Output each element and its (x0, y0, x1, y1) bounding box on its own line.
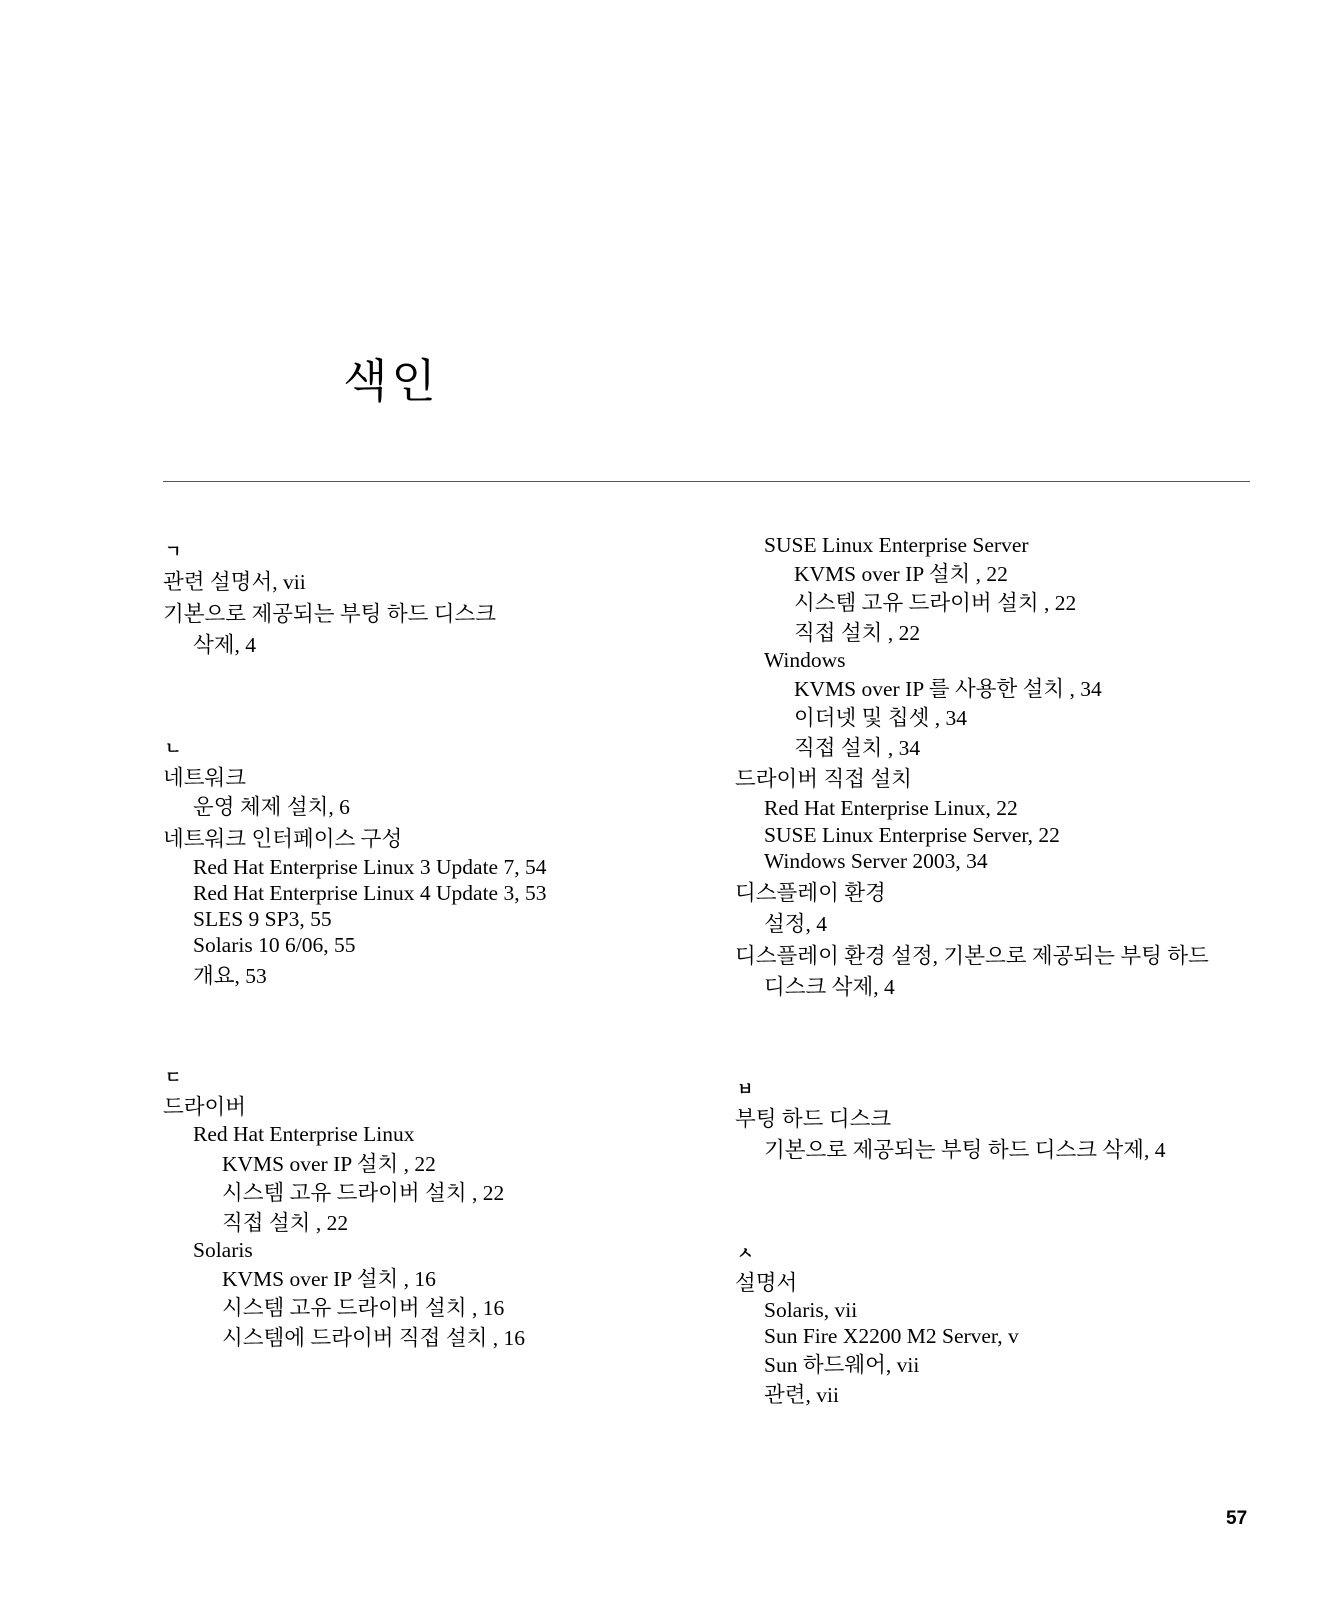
index-subsubentry: KVMS over IP 를 사용한 설치 , 34 (794, 677, 1102, 701)
index-subsubentry: 시스템에 드라이버 직접 설치 , 16 (222, 1326, 525, 1350)
section-heading-b: ㅂ (737, 1080, 754, 1100)
index-subsubentry: 시스템 고유 드라이버 설치 , 22 (222, 1181, 505, 1205)
index-entry: 관련 설명서, vii (163, 570, 306, 594)
index-entry: 설명서 (735, 1271, 798, 1295)
index-subentry: Red Hat Enterprise Linux 4 Update 3, 53 (193, 881, 547, 905)
section-heading-s: ㅅ (737, 1244, 754, 1264)
page-number: 57 (1226, 1508, 1248, 1529)
index-subentry: Solaris 10 6/06, 55 (193, 933, 356, 957)
index-subentry: Red Hat Enterprise Linux, 22 (764, 796, 1018, 820)
index-subentry: 운영 체제 설치, 6 (193, 795, 350, 819)
index-entry: 기본으로 제공되는 부팅 하드 디스크 (163, 602, 497, 626)
index-subsubentry: 직접 설치 , 22 (794, 621, 921, 645)
index-subentry: SUSE Linux Enterprise Server, 22 (764, 823, 1060, 847)
index-subentry: Windows (764, 648, 846, 672)
title-divider (163, 481, 1250, 482)
index-subsubentry: 시스템 고유 드라이버 설치 , 16 (222, 1296, 505, 1320)
index-subsubentry: 이더넷 및 칩셋 , 34 (794, 706, 967, 730)
index-subentry: 개요, 53 (193, 964, 267, 988)
index-subsubentry: 시스템 고유 드라이버 설치 , 22 (794, 591, 1077, 615)
index-subentry: 기본으로 제공되는 부팅 하드 디스크 삭제, 4 (764, 1138, 1166, 1162)
index-subentry: 관련, vii (764, 1383, 839, 1407)
page-title: 색인 (343, 356, 440, 407)
index-subsubentry: 직접 설치 , 22 (222, 1211, 349, 1235)
index-entry: 네트워크 인터페이스 구성 (163, 827, 403, 851)
index-subentry: SLES 9 SP3, 55 (193, 907, 332, 931)
index-subentry: Windows Server 2003, 34 (764, 849, 988, 873)
index-entry: 네트워크 (163, 766, 247, 790)
index-subsubentry: 직접 설치 , 34 (794, 736, 921, 760)
index-subentry: 설정, 4 (764, 912, 828, 936)
index-subentry: Red Hat Enterprise Linux 3 Update 7, 54 (193, 855, 547, 879)
index-subentry: Red Hat Enterprise Linux (193, 1122, 415, 1146)
section-heading-g: ㄱ (165, 542, 182, 562)
index-subentry: 삭제, 4 (193, 633, 257, 657)
index-subentry: Sun 하드웨어, vii (764, 1353, 920, 1377)
index-entry: 부팅 하드 디스크 (735, 1107, 892, 1131)
index-entry: 드라이버 직접 설치 (735, 767, 912, 791)
index-subentry: Solaris, vii (764, 1298, 858, 1322)
index-entry: 디스플레이 환경 (735, 881, 886, 905)
index-subsubentry: KVMS over IP 설치 , 22 (222, 1152, 436, 1176)
index-entry: 드라이버 (163, 1095, 247, 1119)
index-subsubentry: KVMS over IP 설치 , 22 (794, 562, 1008, 586)
index-subentry: SUSE Linux Enterprise Server (764, 533, 1029, 557)
section-heading-n: ㄴ (165, 739, 182, 759)
index-subentry: Solaris (193, 1238, 253, 1262)
index-entry: 디스플레이 환경 설정, 기본으로 제공되는 부팅 하드 (735, 944, 1209, 968)
section-heading-d: ㄷ (165, 1068, 182, 1088)
index-subentry: Sun Fire X2200 M2 Server, v (764, 1324, 1019, 1348)
index-subsubentry: KVMS over IP 설치 , 16 (222, 1267, 436, 1291)
index-entry-continuation: 디스크 삭제, 4 (764, 975, 895, 999)
